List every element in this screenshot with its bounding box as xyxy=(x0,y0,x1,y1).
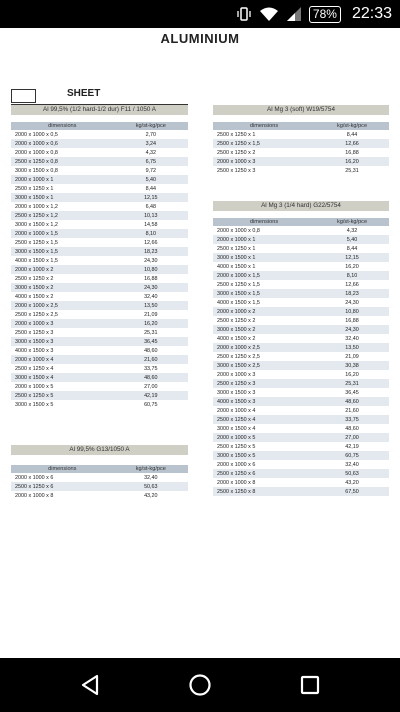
cell-weight: 48,60 xyxy=(144,374,158,381)
clock: 22:33 xyxy=(351,5,392,22)
table-row xyxy=(11,256,188,265)
cell-weight: 12,66 xyxy=(144,239,158,246)
table-row xyxy=(213,289,389,298)
table-row xyxy=(11,274,188,283)
cell-weight: 50,63 xyxy=(144,483,158,490)
cell-weight: 16,88 xyxy=(345,317,359,324)
cell-dimensions: 2000 x 1000 x 1,5 xyxy=(217,272,260,279)
cell-weight: 8,10 xyxy=(346,272,358,279)
cell-weight: 21,09 xyxy=(144,311,158,318)
navigation-bar xyxy=(0,658,400,712)
table-row xyxy=(11,319,188,328)
cell-dimensions: 2000 x 1000 x 4 xyxy=(217,407,256,414)
table-row xyxy=(213,415,389,424)
table-row xyxy=(11,220,188,229)
cell-dimensions: 2000 x 1000 x 0,5 xyxy=(15,131,58,138)
cell-dimensions: 2500 x 1250 x 5 xyxy=(217,443,256,450)
cell-dimensions: 4000 x 1500 x 1 xyxy=(217,263,256,270)
table-header xyxy=(11,122,188,130)
table-row xyxy=(11,482,188,491)
cell-dimensions: 2500 x 1250 x 3 xyxy=(217,380,256,387)
table-row xyxy=(213,226,389,235)
cell-dimensions: 2500 x 1250 x 5 xyxy=(15,392,54,399)
back-icon[interactable] xyxy=(78,673,102,697)
cell-dimensions: 2000 x 1000 x 4 xyxy=(15,356,54,363)
table-row xyxy=(11,184,188,193)
table-row xyxy=(11,355,188,364)
cell-dimensions: 4000 x 1500 x 3 xyxy=(15,347,54,354)
table-row xyxy=(11,148,188,157)
cell-weight: 10,80 xyxy=(144,266,158,273)
cell-dimensions: 2000 x 1000 x 8 xyxy=(217,479,256,486)
cell-weight: 16,20 xyxy=(144,320,158,327)
table-row xyxy=(213,406,389,415)
cell-weight: 5,40 xyxy=(145,176,157,183)
cell-dimensions: 3000 x 1500 x 5 xyxy=(15,401,54,408)
cell-weight: 48,60 xyxy=(144,347,158,354)
cell-weight: 12,66 xyxy=(345,281,359,288)
cell-dimensions: 4000 x 1500 x 2 xyxy=(15,293,54,300)
cell-dimensions: 2000 x 1000 x 6 xyxy=(217,461,256,468)
cell-dimensions: 2500 x 1250 x 2,5 xyxy=(217,353,260,360)
cell-weight: 14,58 xyxy=(144,221,158,228)
table-row xyxy=(213,262,389,271)
cell-weight: 30,38 xyxy=(345,362,359,369)
table-row xyxy=(213,271,389,280)
table-row xyxy=(213,388,389,397)
cell-dimensions: 3000 x 1500 x 2 xyxy=(15,284,54,291)
table-row xyxy=(213,166,389,175)
table-row xyxy=(213,280,389,289)
table-row xyxy=(11,382,188,391)
table-body xyxy=(11,473,188,500)
cell-dimensions: 2000 x 1000 x 2,5 xyxy=(217,344,260,351)
table-row xyxy=(11,328,188,337)
cell-dimensions: 2500 x 1250 x 4 xyxy=(217,416,256,423)
cell-weight: 60,75 xyxy=(144,401,158,408)
table-row xyxy=(213,316,389,325)
table-header xyxy=(213,218,389,226)
table-row xyxy=(213,130,389,139)
cell-dimensions: 2000 x 1000 x 2 xyxy=(15,266,54,273)
cell-weight: 16,88 xyxy=(345,149,359,156)
cell-dimensions: 3000 x 1500 x 4 xyxy=(217,425,256,432)
table-row xyxy=(11,473,188,482)
table-row xyxy=(213,397,389,406)
cell-dimensions: 2000 x 1000 x 1 xyxy=(217,236,256,243)
table-row xyxy=(213,244,389,253)
home-icon[interactable] xyxy=(188,673,212,697)
cell-weight: 25,31 xyxy=(345,167,359,174)
cell-weight: 4,32 xyxy=(145,149,157,156)
cell-dimensions: 2500 x 1250 x 1 xyxy=(217,131,256,138)
cell-weight: 12,15 xyxy=(345,254,359,261)
table-row xyxy=(11,265,188,274)
cell-dimensions: 2500 x 1250 x 2 xyxy=(217,149,256,156)
cell-weight: 21,09 xyxy=(345,353,359,360)
document-title: ALUMINIUM xyxy=(160,31,240,46)
cell-dimensions: 2500 x 1250 x 6 xyxy=(217,470,256,477)
cell-dimensions: 3000 x 1500 x 1,5 xyxy=(15,248,58,255)
cell-dimensions: 3000 x 1500 x 1 xyxy=(15,194,54,201)
battery-icon: 78% xyxy=(309,6,341,23)
cell-weight: 42,19 xyxy=(345,443,359,450)
table-row xyxy=(11,157,188,166)
cell-weight: 2,70 xyxy=(145,131,157,138)
cell-weight: 36,45 xyxy=(345,389,359,396)
cell-dimensions: 2500 x 1250 x 1,5 xyxy=(15,239,58,246)
section-box xyxy=(11,89,36,103)
cell-weight: 42,19 xyxy=(144,392,158,399)
table-row xyxy=(11,337,188,346)
header-weight: kg/st-kg/pce xyxy=(336,219,368,225)
cell-dimensions: 3000 x 1500 x 1,5 xyxy=(217,290,260,297)
section-header xyxy=(11,88,188,105)
header-dimensions: dimensions xyxy=(48,123,77,129)
table-row xyxy=(11,346,188,355)
cell-dimensions: 3000 x 1500 x 3 xyxy=(15,338,54,345)
table-row xyxy=(213,307,389,316)
table-row xyxy=(11,391,188,400)
cell-weight: 48,60 xyxy=(345,425,359,432)
cell-weight: 48,60 xyxy=(345,398,359,405)
table-row xyxy=(213,370,389,379)
cell-weight: 50,63 xyxy=(345,470,359,477)
cell-dimensions: 2000 x 1000 x 5 xyxy=(15,383,54,390)
cell-weight: 43,20 xyxy=(345,479,359,486)
cell-dimensions: 2000 x 1000 x 0,8 xyxy=(217,227,260,234)
cell-weight: 24,30 xyxy=(345,326,359,333)
table-row xyxy=(213,487,389,496)
cell-weight: 21,60 xyxy=(345,407,359,414)
table-row xyxy=(11,175,188,184)
cell-weight: 8,44 xyxy=(346,245,358,252)
cell-weight: 10,13 xyxy=(144,212,158,219)
cell-weight: 6,48 xyxy=(145,203,157,210)
cell-weight: 13,50 xyxy=(345,344,359,351)
table-f11-1050a xyxy=(11,105,188,409)
cell-weight: 32,40 xyxy=(345,335,359,342)
table-row xyxy=(213,424,389,433)
cell-weight: 8,10 xyxy=(145,230,157,237)
cell-weight: 43,20 xyxy=(144,492,158,499)
table-row xyxy=(11,292,188,301)
header-dimensions: dimensions xyxy=(249,123,279,129)
document-viewer[interactable] xyxy=(0,28,400,658)
table-body xyxy=(213,226,389,496)
table-row xyxy=(213,334,389,343)
cell-dimensions: 2500 x 1250 x 3 xyxy=(217,167,256,174)
table-title: Al Mg 3 (1/4 hard) G22/5754 xyxy=(213,201,389,211)
header-weight: kg/st-kg/pce xyxy=(135,466,166,472)
table-row xyxy=(11,301,188,310)
table-row xyxy=(11,202,188,211)
cell-dimensions: 2000 x 1000 x 1,2 xyxy=(15,203,58,210)
table-row xyxy=(213,298,389,307)
table-w19-5754 xyxy=(213,105,389,175)
cell-dimensions: 2000 x 1000 x 0,8 xyxy=(15,149,58,156)
status-bar xyxy=(0,0,400,28)
cell-dimensions: 2500 x 1250 x 2 xyxy=(217,317,256,324)
cell-weight: 16,20 xyxy=(345,263,359,270)
recents-icon[interactable] xyxy=(298,673,322,697)
cell-dimensions: 2000 x 1000 x 2,5 xyxy=(15,302,58,309)
cell-dimensions: 2000 x 1000 x 1,5 xyxy=(15,230,58,237)
cell-weight: 12,15 xyxy=(144,194,158,201)
table-row xyxy=(213,139,389,148)
cell-weight: 12,66 xyxy=(345,140,359,147)
header-weight: kg/st-kg/pce xyxy=(336,123,368,129)
table-row xyxy=(213,148,389,157)
cell-weight: 33,75 xyxy=(144,365,158,372)
cell-dimensions: 2500 x 1250 x 6 xyxy=(15,483,54,490)
table-row xyxy=(213,325,389,334)
table-row xyxy=(11,283,188,292)
table-row xyxy=(213,451,389,460)
table-row xyxy=(213,253,389,262)
cell-weight: 18,23 xyxy=(345,290,359,297)
cell-dimensions: 2500 x 1250 x 4 xyxy=(15,365,54,372)
cell-dimensions: 2000 x 1000 x 3 xyxy=(217,371,256,378)
table-row xyxy=(11,400,188,409)
cell-dimensions: 2000 x 1000 x 5 xyxy=(217,434,256,441)
cell-weight: 16,88 xyxy=(144,275,158,282)
cell-dimensions: 3000 x 1500 x 1,2 xyxy=(15,221,58,228)
cell-weight: 21,60 xyxy=(144,356,158,363)
cell-weight: 67,50 xyxy=(345,488,359,495)
signal-icon xyxy=(286,6,302,22)
header-weight: kg/st-kg/pce xyxy=(135,123,166,129)
table-row xyxy=(11,193,188,202)
table-title: Al 99,5% G13/1050 A xyxy=(11,445,188,455)
table-row xyxy=(213,469,389,478)
table-title: Al Mg 3 (soft) W19/5754 xyxy=(213,105,389,115)
table-row xyxy=(11,247,188,256)
cell-weight: 4,32 xyxy=(346,227,358,234)
status-icons xyxy=(236,3,392,25)
cell-weight: 27,00 xyxy=(345,434,359,441)
cell-weight: 10,80 xyxy=(345,308,359,315)
table-row xyxy=(213,235,389,244)
section-title: SHEET xyxy=(67,88,101,99)
cell-weight: 25,31 xyxy=(345,380,359,387)
table-row xyxy=(11,211,188,220)
table-row xyxy=(11,229,188,238)
table-row xyxy=(213,343,389,352)
table-row xyxy=(11,130,188,139)
wifi-icon xyxy=(259,6,279,22)
table-row xyxy=(11,238,188,247)
cell-weight: 3,24 xyxy=(145,140,157,147)
cell-dimensions: 2500 x 1250 x 3 xyxy=(15,329,54,336)
cell-dimensions: 4000 x 1500 x 2 xyxy=(217,335,256,342)
cell-dimensions: 2000 x 1000 x 0,6 xyxy=(15,140,58,147)
cell-dimensions: 4000 x 1500 x 1,5 xyxy=(15,257,58,264)
cell-weight: 16,20 xyxy=(345,371,359,378)
cell-weight: 24,30 xyxy=(144,284,158,291)
cell-dimensions: 3000 x 1500 x 2 xyxy=(217,326,256,333)
cell-weight: 13,50 xyxy=(144,302,158,309)
cell-weight: 8,44 xyxy=(145,185,157,192)
cell-dimensions: 2000 x 1000 x 3 xyxy=(217,158,256,165)
cell-dimensions: 2500 x 1250 x 0,8 xyxy=(15,158,58,165)
cell-dimensions: 2000 x 1000 x 8 xyxy=(15,492,54,499)
cell-dimensions: 2500 x 1250 x 1 xyxy=(15,185,54,192)
cell-dimensions: 2500 x 1250 x 1,5 xyxy=(217,281,260,288)
cell-dimensions: 2500 x 1250 x 1,5 xyxy=(217,140,260,147)
table-g13-1050a xyxy=(11,445,188,500)
table-row xyxy=(213,352,389,361)
table-row xyxy=(213,361,389,370)
table-body xyxy=(213,130,389,175)
cell-dimensions: 3000 x 1500 x 1 xyxy=(217,254,256,261)
cell-dimensions: 2500 x 1250 x 1 xyxy=(217,245,256,252)
cell-weight: 24,30 xyxy=(144,257,158,264)
cell-dimensions: 2000 x 1000 x 1 xyxy=(15,176,54,183)
table-row xyxy=(213,460,389,469)
cell-weight: 5,40 xyxy=(346,236,358,243)
cell-weight: 33,75 xyxy=(345,416,359,423)
table-row xyxy=(11,364,188,373)
header-dimensions: dimensions xyxy=(249,219,279,225)
table-row xyxy=(213,157,389,166)
cell-dimensions: 2500 x 1250 x 2,5 xyxy=(15,311,58,318)
cell-dimensions: 2500 x 1250 x 2 xyxy=(15,275,54,282)
cell-weight: 32,40 xyxy=(144,474,158,481)
table-row xyxy=(213,478,389,487)
header-dimensions: dimensions xyxy=(48,466,77,472)
table-header xyxy=(213,122,389,130)
cell-weight: 16,20 xyxy=(345,158,359,165)
cell-dimensions: 3000 x 1500 x 0,8 xyxy=(15,167,58,174)
cell-dimensions: 2000 x 1000 x 2 xyxy=(217,308,256,315)
cell-weight: 27,00 xyxy=(144,383,158,390)
cell-dimensions: 3000 x 1500 x 3 xyxy=(217,389,256,396)
table-row xyxy=(11,373,188,382)
cell-dimensions: 2000 x 1000 x 3 xyxy=(15,320,54,327)
cell-weight: 60,75 xyxy=(345,452,359,459)
table-row xyxy=(11,491,188,500)
table-g22-5754 xyxy=(213,201,389,496)
table-row xyxy=(213,442,389,451)
cell-dimensions: 4000 x 1500 x 3 xyxy=(217,398,256,405)
cell-dimensions: 3000 x 1500 x 5 xyxy=(217,452,256,459)
cell-weight: 9,72 xyxy=(145,167,157,174)
cell-dimensions: 3000 x 1500 x 4 xyxy=(15,374,54,381)
cell-weight: 8,44 xyxy=(346,131,358,138)
table-row xyxy=(11,139,188,148)
table-title: Al 99,5% (1/2 hard-1/2 dur) F11 / 1050 A xyxy=(11,105,188,115)
table-row xyxy=(213,379,389,388)
vibrate-icon xyxy=(236,6,252,22)
table-row xyxy=(11,310,188,319)
cell-weight: 36,45 xyxy=(144,338,158,345)
cell-dimensions: 2500 x 1250 x 1,2 xyxy=(15,212,58,219)
cell-weight: 25,31 xyxy=(144,329,158,336)
cell-dimensions: 4000 x 1500 x 1,5 xyxy=(217,299,260,306)
cell-dimensions: 2000 x 1000 x 6 xyxy=(15,474,54,481)
table-row xyxy=(213,433,389,442)
cell-weight: 32,40 xyxy=(144,293,158,300)
table-header xyxy=(11,465,188,473)
cell-weight: 6,75 xyxy=(145,158,157,165)
cell-dimensions: 3000 x 1500 x 2,5 xyxy=(217,362,260,369)
cell-weight: 32,40 xyxy=(345,461,359,468)
cell-weight: 24,30 xyxy=(345,299,359,306)
table-body xyxy=(11,130,188,409)
cell-dimensions: 2500 x 1250 x 8 xyxy=(217,488,256,495)
cell-weight: 18,23 xyxy=(144,248,158,255)
table-row xyxy=(11,166,188,175)
